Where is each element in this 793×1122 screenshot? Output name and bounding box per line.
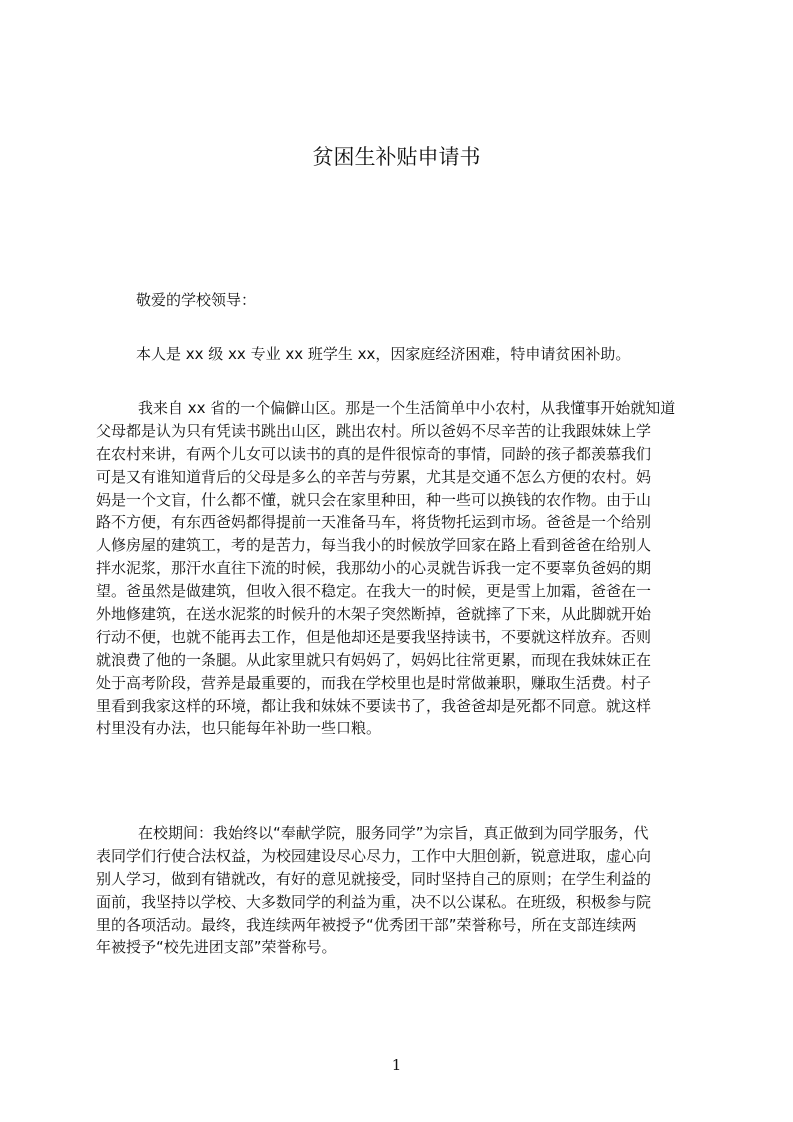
paragraph-line: 妈是一个文盲，什么都不懂，就只会在家里种田，种一些可以换钱的农作物。由于山 bbox=[96, 490, 652, 509]
paragraph-line: 路不方便，有东西爸妈都得提前一天准备马车，将货物托运到市场。爸爸是一个给别 bbox=[96, 513, 652, 532]
salutation: 敬爱的学校领导： bbox=[136, 291, 257, 309]
paragraph-line: 别人学习，做到有错就改，有好的意见就接受，同时坚持自己的原则；在学生利益的 bbox=[96, 869, 652, 888]
document-title: 贫困生补贴申请书 bbox=[312, 145, 481, 169]
page-number: 1 bbox=[391, 1056, 402, 1074]
paragraph-line: 表同学们行使合法权益，为校园建设尽心尽力，工作中大胆创新，锐意进取，虚心向 bbox=[96, 846, 652, 865]
paragraph-line: 我来自 xx 省的一个偏僻山区。那是一个生活简单中小农村，从我懂事开始就知道 bbox=[138, 399, 676, 417]
paragraph-line: 行动不便，也就不能再去工作，但是他却还是要我坚持读书，不要就这样放弃。否则 bbox=[96, 627, 652, 646]
paragraph-line: 可是又有谁知道背后的父母是多么的辛苦与劳累，尤其是交通不怎么方便的农村。妈 bbox=[96, 467, 652, 486]
paragraph-line: 里的各项活动。最终，我连续两年被授予“优秀团干部”荣誉称号，所在支部连续两 bbox=[96, 915, 637, 934]
paragraph-line: 处于高考阶段，营养是最重要的，而我在学校里也是时常做兼职，赚取生活费。村子 bbox=[96, 673, 652, 692]
paragraph-line: 在农村来讲，有两个儿女可以读书的真的是件很惊奇的事情，同龄的孩子都羡慕我们 bbox=[96, 444, 652, 463]
paragraph-campus-activities bbox=[96, 822, 698, 959]
paragraph-family-background bbox=[96, 397, 698, 740]
intro-paragraph: 本人是 xx 级 xx 专业 xx 班学生 xx，因家庭经济困难，特申请贫困补助。 bbox=[136, 345, 631, 363]
paragraph-line: 年被授予“校先进团支部”荣誉称号。 bbox=[96, 938, 337, 957]
paragraph-line: 就浪费了他的一条腿。从此家里就只有妈妈了，妈妈比往常更累，而现在我妹妹正在 bbox=[96, 650, 652, 669]
paragraph-line: 里看到我家这样的环境，都让我和妹妹不要读书了，我爸爸却是死都不同意。就这样 bbox=[96, 696, 652, 715]
paragraph-line: 外地修建筑，在送水泥浆的时候升的木架子突然断掉，爸就摔了下来，从此脚就开始 bbox=[96, 605, 652, 624]
paragraph-line: 面前，我坚持以学校、大多数同学的利益为重，决不以公谋私。在班级，积极参与院 bbox=[96, 892, 652, 911]
paragraph-line: 拌水泥浆，那汗水直往下流的时候，我那幼小的心灵就告诉我一定不要辜负爸妈的期 bbox=[96, 559, 652, 578]
paragraph-line: 父母都是认为只有凭读书跳出山区，跳出农村。所以爸妈不尽辛苦的让我跟妹妹上学 bbox=[96, 421, 652, 440]
paragraph-line: 村里没有办法，也只能每年补助一些口粮。 bbox=[96, 719, 382, 738]
paragraph-line: 人修房屋的建筑工，考的是苦力，每当我小的时候放学回家在路上看到爸爸在给别人 bbox=[96, 536, 652, 555]
paragraph-line: 在校期间：我始终以“奉献学院，服务同学”为宗旨，真正做到为同学服务，代 bbox=[138, 824, 649, 842]
paragraph-line: 望。爸虽然是做建筑，但收入很不稳定。在我大一的时候，更是雪上加霜，爸爸在一 bbox=[96, 582, 652, 601]
